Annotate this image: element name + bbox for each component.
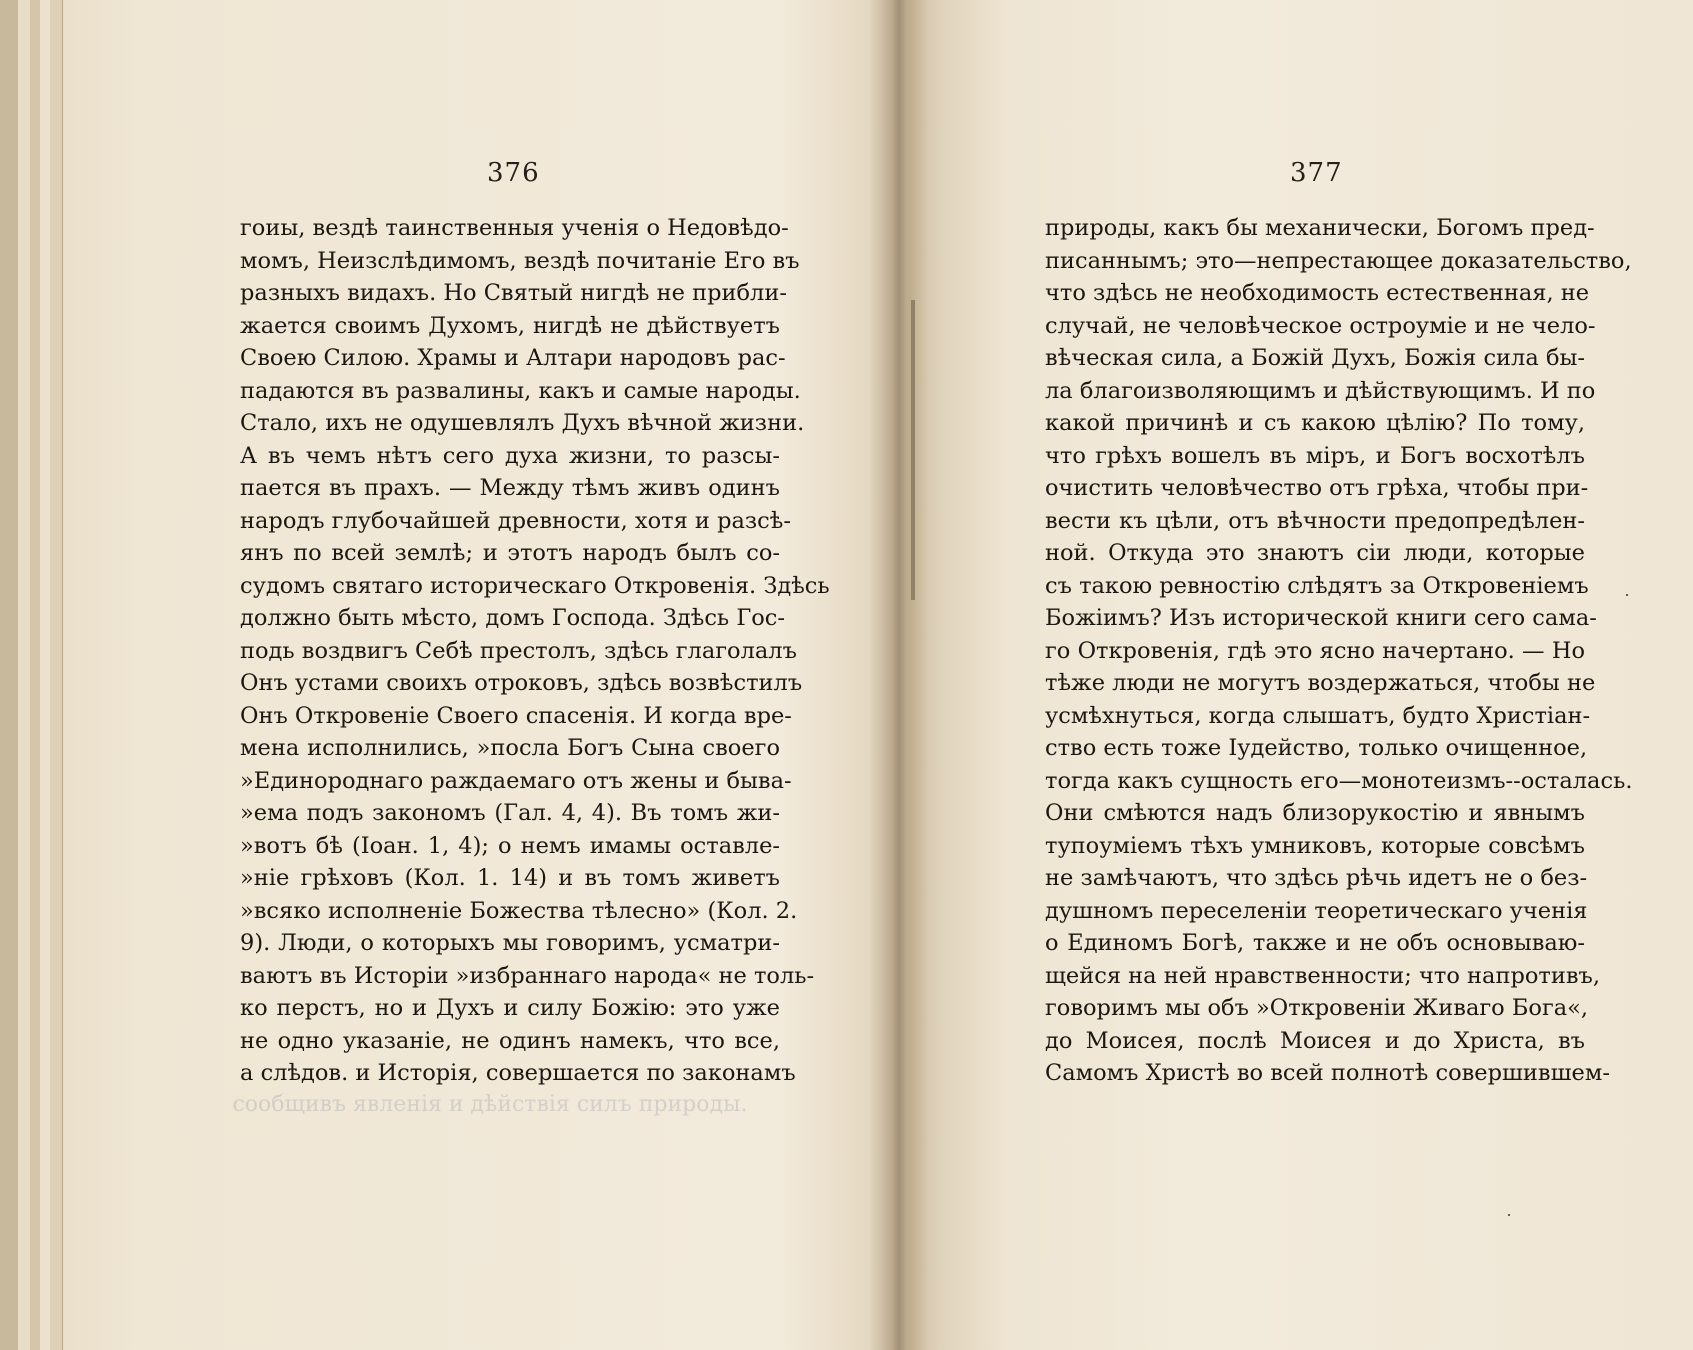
text-line: Они смѣются надъ близорукостію и явнымъ: [1045, 800, 1585, 826]
text-line: очистить человѣчество отъ грѣха, чтобы при-: [1045, 475, 1589, 501]
paper-speck: [1508, 1214, 1510, 1216]
text-line: »всяко исполненіе Божества тѣлесно» (Кол. 2.: [240, 897, 798, 924]
bleed-through-text: сообщивъ явленія и дѣйствія силъ природы.: [232, 1092, 748, 1117]
text-line: а слѣдов. и Исторія, совершается по законамъ: [240, 1060, 796, 1086]
text-line: гоиы, вездѣ таинственныя ученія о Недовѣдо-: [240, 215, 789, 241]
text-line: вести къ цѣли, отъ вѣчности предопредѣлен-: [1045, 507, 1585, 534]
text-line: пается въ прахъ. — Между тѣмъ живъ одинъ: [240, 475, 780, 501]
text-line: тѣже люди не могутъ воздержаться, чтобы не: [1045, 670, 1596, 696]
text-line: вѣческая сила, а Божій Духъ, Божія сила бы-: [1045, 345, 1585, 371]
text-line: »ніе грѣховъ (Кол. 1. 14) и въ томъ живетъ: [240, 865, 780, 891]
text-line: Самомъ Христѣ во всей полнотѣ совершившем-: [1045, 1060, 1610, 1086]
text-line: момъ, Неизслѣдимомъ, вездѣ почитаніе Его въ: [240, 247, 800, 274]
text-line: какой причинѣ и съ какою цѣлію? По тому,: [1045, 410, 1585, 436]
text-line: говоримъ мы объ »Откровеніи Живаго Бога«,: [1045, 995, 1589, 1021]
text-line: Стало, ихъ не одушевлялъ Духъ вѣчной жизни.: [240, 410, 805, 436]
text-line: до Моисея, послѣ Моисея и до Христа, въ: [1045, 1027, 1585, 1054]
text-line: подь воздвигъ Себѣ престолъ, здѣсь глаголалъ: [240, 637, 797, 664]
text-line: Своею Силою. Храмы и Алтари народовъ рас-: [240, 345, 786, 371]
text-line: Божіимъ? Изъ исторической книги сего сама-: [1045, 605, 1597, 631]
text-line: съ такою ревностію слѣдятъ за Откровеніемъ: [1045, 572, 1589, 599]
text-line: что здѣсь не необходимость естественная, не: [1045, 280, 1590, 306]
text-line: го Откровенія, гдѣ это ясно начертано. — Но: [1045, 637, 1585, 664]
text-line: судомъ святаго историческаго Откровенія. Здѣсь: [240, 572, 830, 599]
text-line: усмѣхнуться, когда слышатъ, будто Христіан-: [1045, 702, 1591, 729]
text-line: 9). Люди, о которыхъ мы говоримъ, усматри-: [240, 930, 780, 956]
text-line: »Единороднаго раждаемаго отъ жены и быва-: [240, 767, 792, 794]
paper-speck: [1626, 594, 1628, 596]
text-line: тогда какъ сущность его—монотеизмъ--осталась.: [1045, 767, 1633, 794]
text-line: не одно указаніе, не одинъ намекъ, что все,: [240, 1027, 780, 1054]
text-line: ство есть тоже Іудейство, только очищенное,: [1045, 735, 1588, 761]
text-line: писаннымъ; это—непрестающее доказательство,: [1045, 247, 1632, 274]
text-line: Онъ устами своихъ отроковъ, здѣсь возвѣстилъ: [240, 670, 803, 696]
spine-crease: [911, 300, 915, 600]
page-number-left: 376: [487, 158, 540, 188]
text-line: душномъ переселеніи теоретическаго ученія: [1045, 897, 1588, 924]
text-line: Онъ Откровеніе Своего спасенія. И когда вре-: [240, 702, 792, 729]
text-line: случай, не человѣческое остроуміе и не чело-: [1045, 312, 1596, 339]
text-line: »вотъ бѣ (Іоан. 1, 4); о немъ имамы оставле-: [240, 832, 780, 859]
text-line: щейся на ней нравственности; что напротивъ,: [1045, 962, 1600, 989]
left-page-text: [240, 212, 830, 1090]
text-line: »ема подъ закономъ (Гал. 4, 4). Въ томъ жи-: [240, 800, 780, 826]
text-line: не замѣчаютъ, что здѣсь рѣчь идетъ не о без-: [1045, 865, 1588, 891]
text-line: что грѣхъ вошелъ въ міръ, и Богъ восхотѣлъ: [1045, 442, 1585, 469]
text-line: А въ чемъ нѣтъ сего духа жизни, то разсы-: [240, 442, 780, 469]
text-line: янъ по всей землѣ; и этотъ народъ былъ со-: [240, 540, 780, 566]
text-line: ной. Откуда это знаютъ сіи люди, которые: [1045, 540, 1585, 566]
text-line: народъ глубочайшей древности, хотя и разсѣ-: [240, 507, 791, 534]
page-number-right: 377: [1290, 158, 1343, 188]
page-edges: [50, 0, 63, 1350]
text-line: природы, какъ бы механически, Богомъ пред-: [1045, 215, 1595, 241]
text-line: ла благоизволяющимъ и дѣйствующимъ. И по: [1045, 377, 1596, 404]
text-line: о Единомъ Богѣ, также и не объ основываю-: [1045, 930, 1585, 956]
binding-gutter: [868, 0, 928, 1350]
text-line: ко перстъ, но и Духъ и силу Божію: это уже: [240, 995, 780, 1021]
text-line: жается своимъ Духомъ, нигдѣ не дѣйствуетъ: [240, 312, 780, 339]
text-line: падаются въ развалины, какъ и самые народы.: [240, 377, 801, 404]
text-line: тупоуміемъ тѣхъ умниковъ, которые совсѣмъ: [1045, 832, 1585, 859]
text-line: ваютъ въ Исторіи »избраннаго народа« не толь-: [240, 962, 815, 989]
text-line: мена исполнились, »посла Богъ Сына своего: [240, 735, 780, 761]
text-line: разныхъ видахъ. Но Святый нигдѣ не прибли-: [240, 280, 787, 306]
text-line: должно быть мѣсто, домъ Господа. Здѣсь Гос-: [240, 605, 785, 631]
page-edges: [0, 0, 19, 1350]
right-page-text: [1045, 212, 1633, 1090]
